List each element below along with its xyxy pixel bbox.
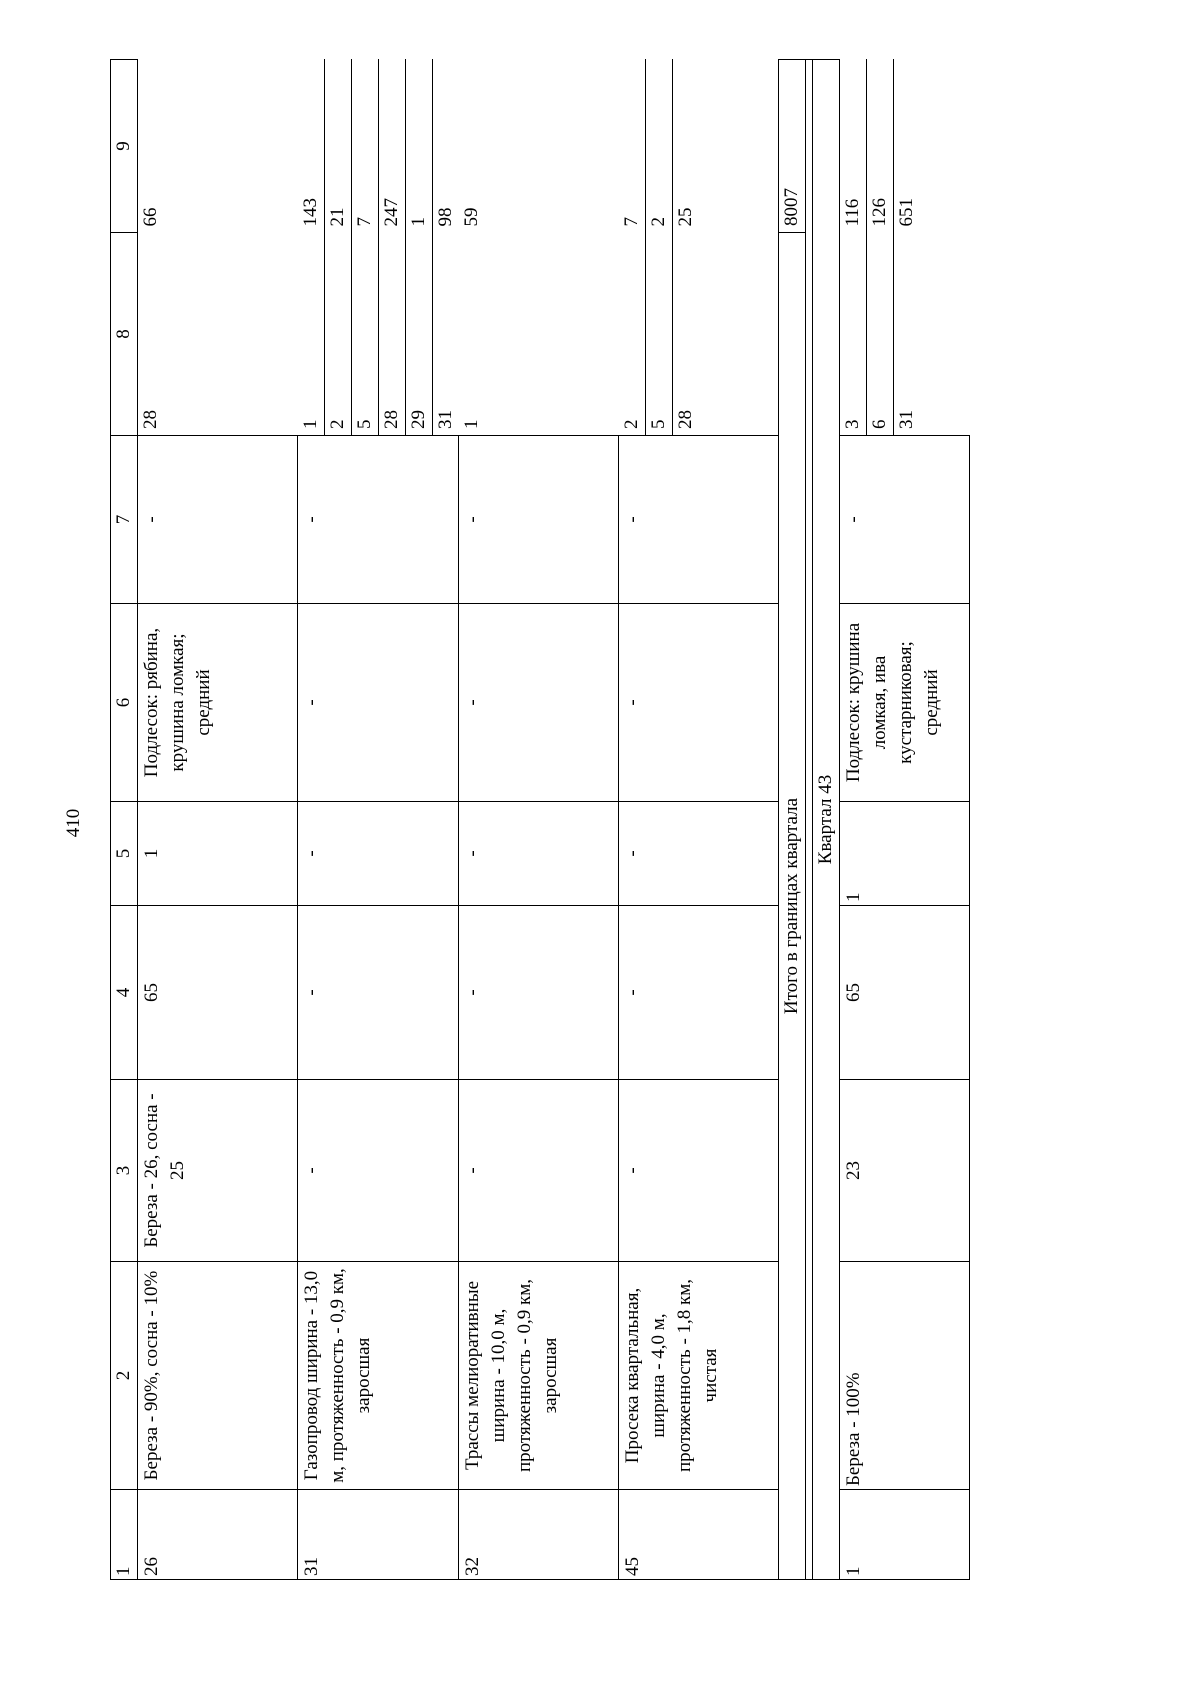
- total-label: Итого в границах квартала: [779, 233, 806, 1580]
- stack-item: 2: [646, 60, 673, 233]
- header-cell: 1: [111, 1490, 138, 1580]
- rotated-table-container: [110, 60, 942, 1580]
- row-cell-composition: Газопровод ширина - 13,0 м, протяженность - 0,9 км, заросшая: [298, 1262, 459, 1490]
- row-cell-c4: -: [459, 906, 619, 1080]
- row-cell-undergrowth: -: [459, 604, 619, 802]
- table-row: [138, 60, 298, 1580]
- stack-item: 126: [867, 60, 894, 233]
- total-row: [779, 60, 806, 1580]
- stack-item: 5: [646, 233, 673, 436]
- header-row: [111, 60, 138, 1580]
- header-cell: 8: [111, 233, 138, 436]
- row-cell-undergrowth: -: [298, 604, 459, 802]
- row-cell-c5: -: [619, 802, 779, 906]
- stack-item: 31: [896, 410, 917, 429]
- row-cell-c9: [138, 60, 298, 233]
- stack-item: 21: [325, 60, 352, 233]
- stack-item: 25: [674, 207, 696, 227]
- stack-item: 3: [840, 233, 867, 436]
- header-cell: 9: [111, 60, 138, 233]
- spacer-row: [806, 60, 813, 1580]
- row-cell-c9: [298, 60, 459, 233]
- row-cell-c8: [138, 233, 298, 436]
- stack-item: 31: [434, 410, 456, 429]
- row-cell-plot: 26: [138, 1490, 298, 1580]
- stack-item: 1: [298, 233, 325, 436]
- stack-item: 28: [674, 410, 696, 429]
- row-cell-c3: Береза - 26, сосна - 25: [138, 1080, 298, 1262]
- stack-item: 143: [298, 60, 325, 233]
- stack-item: 2: [619, 233, 646, 436]
- section-row: [813, 60, 840, 1580]
- row-cell-c3: -: [298, 1080, 459, 1262]
- row-cell-c7: -: [298, 436, 459, 604]
- row-cell-c9: [459, 60, 619, 233]
- row-cell-c3: -: [619, 1080, 779, 1262]
- row-cell-c9: [619, 60, 779, 233]
- row-cell-c7: -: [459, 436, 619, 604]
- row-cell-undergrowth: Подлесок: рябина, крушина ломкая; средний: [138, 604, 298, 802]
- row-cell-c5: -: [298, 802, 459, 906]
- row-cell-c8: [619, 233, 779, 436]
- row-cell-c4: 65: [138, 906, 298, 1080]
- section-label: Квартал 43: [813, 60, 840, 1580]
- spacer-cell: [806, 60, 813, 1580]
- row-cell-c4: 65: [840, 906, 970, 1080]
- row-cell-c5: -: [459, 802, 619, 906]
- row-cell-c3: -: [459, 1080, 619, 1262]
- table-row: [298, 60, 459, 1580]
- row-cell-composition: Просека квартальная, ширина - 4,0 м, протяженность - 1,8 км, чистая: [619, 1262, 779, 1490]
- header-cell: 5: [111, 802, 138, 906]
- total-value: 8007: [779, 60, 806, 233]
- row-cell-c3: 23: [840, 1080, 970, 1262]
- stack-item: 7: [352, 60, 379, 233]
- row-cell-undergrowth: Подлесок: крушина ломкая, ива кустарниковая; средний: [840, 604, 970, 802]
- page-number: 410: [63, 808, 84, 838]
- row-cell-c8: [459, 233, 619, 436]
- row-cell-plot: 45: [619, 1490, 779, 1580]
- stack-item: 98: [434, 207, 456, 227]
- stack-item: 5: [352, 233, 379, 436]
- row-cell-c8: [298, 233, 459, 436]
- forest-inventory-table: [110, 59, 970, 1580]
- row-cell-c7: -: [619, 436, 779, 604]
- row-cell-c7: -: [138, 436, 298, 604]
- row-cell-composition: Береза - 90%, сосна - 10%: [138, 1262, 298, 1490]
- stack-item: 116: [840, 60, 867, 233]
- header-cell: 4: [111, 906, 138, 1080]
- stack-item: 1: [406, 60, 433, 233]
- stack-item: 7: [619, 60, 646, 233]
- row-cell-composition: Береза - 100%: [840, 1262, 970, 1490]
- row-cell-c9: [840, 60, 970, 233]
- row-cell-plot: 32: [459, 1490, 619, 1580]
- table-row: [840, 60, 970, 1580]
- header-cell: 7: [111, 436, 138, 604]
- row-cell-c5: 1: [840, 802, 970, 906]
- header-cell: 3: [111, 1080, 138, 1262]
- stack-item: 28: [379, 233, 406, 436]
- stack-item: 66: [140, 207, 161, 227]
- header-cell: 2: [111, 1262, 138, 1490]
- stack-item: 28: [140, 410, 161, 429]
- stack-item: 59: [460, 207, 482, 227]
- stack-item: 1: [460, 419, 482, 429]
- row-cell-c5: 1: [138, 802, 298, 906]
- header-cell: 6: [111, 604, 138, 802]
- stack-item: 6: [867, 233, 894, 436]
- stack-item: 2: [325, 233, 352, 436]
- row-cell-plot: 1: [840, 1490, 970, 1580]
- table-row: [619, 60, 779, 1580]
- row-cell-c4: -: [619, 906, 779, 1080]
- row-cell-plot: 31: [298, 1490, 459, 1580]
- row-cell-c4: -: [298, 906, 459, 1080]
- table-row: [459, 60, 619, 1580]
- row-cell-undergrowth: -: [619, 604, 779, 802]
- stack-item: 247: [379, 60, 406, 233]
- row-cell-c8: [840, 233, 970, 436]
- stack-item: 29: [406, 233, 433, 436]
- row-cell-composition: Трассы мелиоративные ширина - 10,0 м, протяженность - 0,9 км, заросшая: [459, 1262, 619, 1490]
- stack-item: 651: [896, 198, 917, 227]
- row-cell-c7: -: [840, 436, 970, 604]
